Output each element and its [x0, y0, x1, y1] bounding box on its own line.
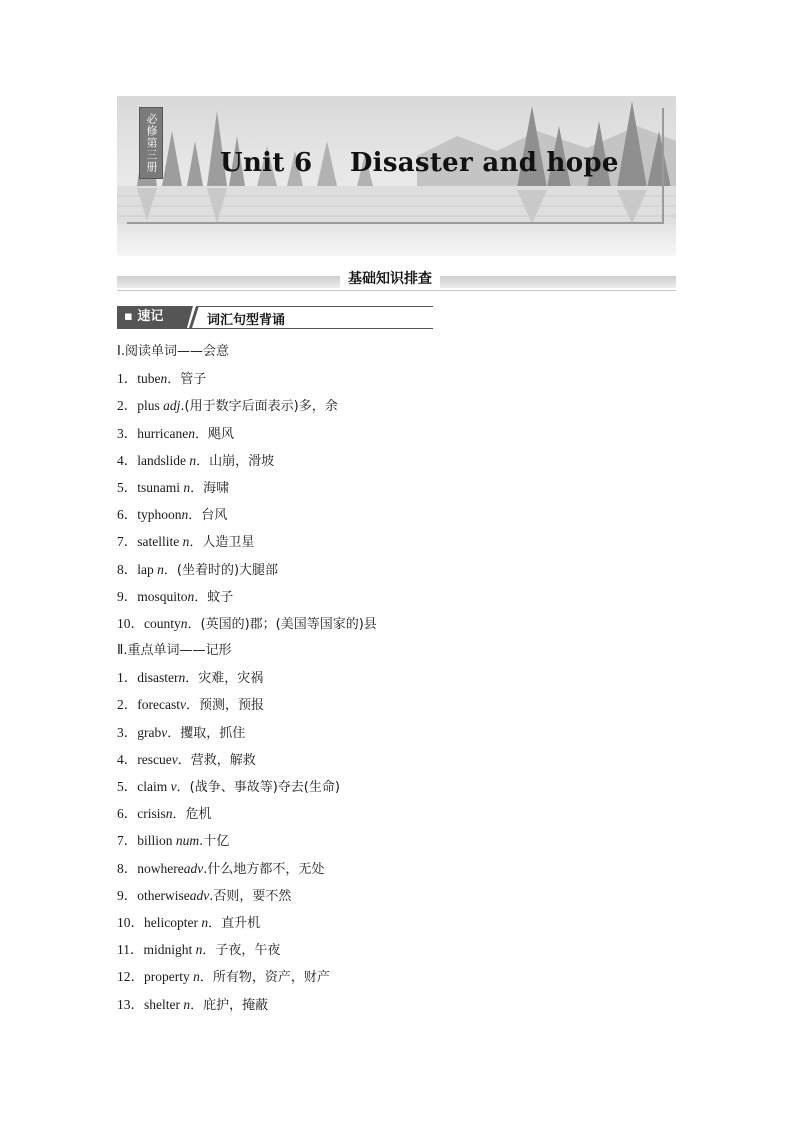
- item-separator: ．: [185, 698, 199, 714]
- item-word: nowhere: [137, 860, 184, 876]
- item-meaning: (用于数字后面表示)多，余: [184, 399, 338, 415]
- item-number: 4．: [117, 452, 138, 468]
- item-number: 11．: [117, 942, 144, 958]
- item-pos: n: [195, 942, 203, 958]
- item-pos: n: [182, 534, 190, 550]
- item-separator: ．: [185, 671, 199, 687]
- item-meaning: 管子: [180, 372, 207, 388]
- item-word: disaster: [137, 670, 179, 686]
- banner-lower-band: [117, 224, 676, 256]
- item-word: plus: [137, 398, 164, 414]
- item-separator: ．: [189, 535, 203, 551]
- item-number: 8．: [117, 860, 138, 876]
- item-pos: n: [180, 615, 188, 631]
- item-meaning: (战争、事故等)夺去(生命): [189, 780, 340, 795]
- list-item: [117, 450, 677, 477]
- item-pos: n: [160, 371, 168, 387]
- item-meaning: 十亿: [203, 834, 230, 850]
- item-meaning: 台风: [201, 508, 228, 524]
- item-meaning: (英国的)郡；(美国等国家的)县: [200, 616, 377, 632]
- vocabulary-list: [117, 341, 677, 1021]
- tab-dark-label: ▪ 速记: [117, 306, 187, 328]
- item-separator: .: [199, 834, 204, 850]
- item-separator: .: [203, 861, 208, 877]
- volume-tag: 必修第三册: [139, 107, 163, 179]
- item-word: billion: [137, 833, 176, 849]
- list-item: [117, 477, 677, 504]
- item-meaning: 直升机: [221, 915, 261, 931]
- item-number: 4．: [117, 751, 138, 767]
- item-word: midnight: [143, 942, 196, 958]
- item-number: 7．: [117, 534, 138, 550]
- item-word: typhoon: [137, 507, 182, 523]
- item-number: 6．: [117, 507, 138, 523]
- list-item: [117, 395, 677, 422]
- item-word: tsunami: [137, 479, 184, 495]
- section-divider: [117, 290, 676, 291]
- item-separator: ．: [176, 780, 190, 795]
- item-pos: n: [181, 507, 189, 523]
- item-separator: ．: [202, 943, 216, 959]
- item-pos: n: [201, 914, 209, 930]
- item-separator: ．: [167, 372, 181, 388]
- item-word: mosquito: [137, 588, 188, 604]
- item-separator: ．: [194, 426, 208, 442]
- list-item: [117, 667, 677, 694]
- item-pos: n: [189, 452, 197, 468]
- item-separator: ．: [187, 616, 201, 632]
- item-word: rescue: [137, 751, 172, 767]
- item-pos: v: [161, 724, 168, 740]
- item-number: 12．: [117, 969, 144, 985]
- item-meaning: 海啸: [203, 480, 230, 496]
- item-word: grab: [137, 724, 162, 740]
- tab-top-line: [199, 306, 433, 307]
- list-item: [117, 694, 677, 721]
- item-number: 3．: [117, 724, 138, 740]
- item-number: 5．: [117, 779, 138, 794]
- list-item: [117, 803, 677, 830]
- item-separator: ．: [190, 997, 204, 1013]
- list-item: [117, 776, 677, 803]
- item-number: 10．: [117, 914, 144, 930]
- item-word: county: [144, 615, 181, 631]
- list-item: [117, 423, 677, 450]
- item-word: shelter: [144, 996, 184, 1012]
- item-pos: n: [193, 969, 200, 985]
- item-word: satellite: [137, 534, 183, 550]
- item-separator: ．: [199, 970, 213, 986]
- part1-heading: Ⅰ.阅读单词——会意: [117, 344, 229, 359]
- item-word: claim: [137, 779, 171, 794]
- item-separator: ．: [208, 915, 222, 931]
- item-pos: adv: [189, 887, 210, 903]
- item-word: forecast: [137, 697, 180, 713]
- item-word: crisis: [137, 806, 166, 822]
- item-word: hurricane: [137, 425, 189, 441]
- item-pos: adv: [183, 860, 204, 876]
- list-item: [117, 504, 677, 531]
- slash-divider-icon: [187, 306, 201, 328]
- item-number: 9．: [117, 887, 138, 903]
- item-separator: .: [209, 888, 214, 904]
- item-pos: n: [165, 806, 173, 822]
- item-word: tube: [137, 371, 161, 387]
- list-item: [117, 858, 677, 885]
- list-item: [117, 613, 677, 640]
- item-separator: ．: [177, 752, 191, 768]
- item-pos: n: [178, 670, 186, 686]
- item-meaning: 攫取，抓住: [180, 725, 246, 741]
- tab-label: 词汇句型背诵: [207, 313, 286, 328]
- item-number: 1．: [117, 670, 138, 686]
- item-meaning: 什么地方都不，无处: [207, 861, 325, 877]
- item-separator: ．: [163, 562, 177, 578]
- item-separator: ．: [196, 453, 210, 469]
- section-title: 基础知识排查: [340, 268, 440, 288]
- item-pos: n: [183, 996, 191, 1012]
- item-separator: ．: [188, 508, 202, 524]
- list-item: [117, 966, 677, 993]
- list-item: [117, 830, 677, 857]
- item-number: 6．: [117, 806, 138, 822]
- item-separator: .: [180, 399, 185, 415]
- item-separator: ．: [190, 480, 204, 496]
- item-meaning: 所有物，资产，财产: [212, 970, 330, 986]
- item-number: 8．: [117, 561, 138, 577]
- item-meaning: (坐着时的)大腿部: [176, 562, 279, 578]
- list-item: [117, 586, 677, 613]
- item-meaning: 灾难，灾祸: [198, 671, 264, 687]
- item-pos: n: [157, 561, 164, 577]
- item-meaning: 否则，要不然: [213, 888, 292, 904]
- item-number: 13．: [117, 996, 144, 1012]
- item-separator: ．: [167, 725, 181, 741]
- item-pos: num: [175, 833, 200, 849]
- item-meaning: 蚊子: [207, 589, 234, 605]
- list-item: [117, 885, 677, 912]
- item-word: otherwise: [137, 887, 190, 903]
- item-pos: v: [170, 779, 177, 794]
- item-number: 10．: [117, 615, 144, 631]
- item-number: 7．: [117, 833, 138, 849]
- item-meaning: 飓风: [207, 426, 234, 442]
- list-item: [117, 559, 677, 586]
- item-separator: ．: [172, 807, 186, 823]
- item-word: helicopter: [144, 914, 202, 930]
- item-pos: v: [179, 697, 186, 713]
- list-item: [117, 722, 677, 749]
- part2-heading: Ⅱ.重点单词——记形: [117, 643, 232, 659]
- list-item: [117, 939, 677, 966]
- item-word: property: [144, 969, 194, 985]
- item-pos: v: [171, 751, 178, 767]
- item-number: 3．: [117, 425, 138, 441]
- item-pos: adj: [163, 398, 181, 414]
- item-number: 2．: [117, 398, 138, 414]
- item-number: 9．: [117, 588, 138, 604]
- item-number: 5．: [117, 479, 138, 495]
- item-number: 1．: [117, 371, 138, 387]
- item-meaning: 山崩，滑坡: [209, 453, 275, 469]
- item-pos: n: [187, 588, 195, 604]
- unit-title: Unit 6 Disaster and hope: [220, 148, 619, 178]
- item-meaning: 人造卫星: [202, 535, 255, 551]
- list-item: [117, 531, 677, 558]
- item-meaning: 危机: [185, 807, 212, 823]
- item-word: landslide: [137, 452, 190, 468]
- item-meaning: 预测，预报: [199, 698, 265, 714]
- list-item: [117, 368, 677, 395]
- item-number: 2．: [117, 697, 138, 713]
- list-item: [117, 912, 677, 939]
- item-meaning: 庇护，掩蔽: [203, 997, 269, 1013]
- item-pos: n: [183, 479, 191, 495]
- item-pos: n: [188, 425, 195, 441]
- list-item: [117, 749, 677, 776]
- item-meaning: 营救，解救: [190, 752, 256, 768]
- list-item: [117, 994, 677, 1021]
- item-separator: ．: [194, 589, 208, 605]
- item-meaning: 子夜，午夜: [215, 943, 281, 959]
- item-word: lap: [137, 561, 158, 577]
